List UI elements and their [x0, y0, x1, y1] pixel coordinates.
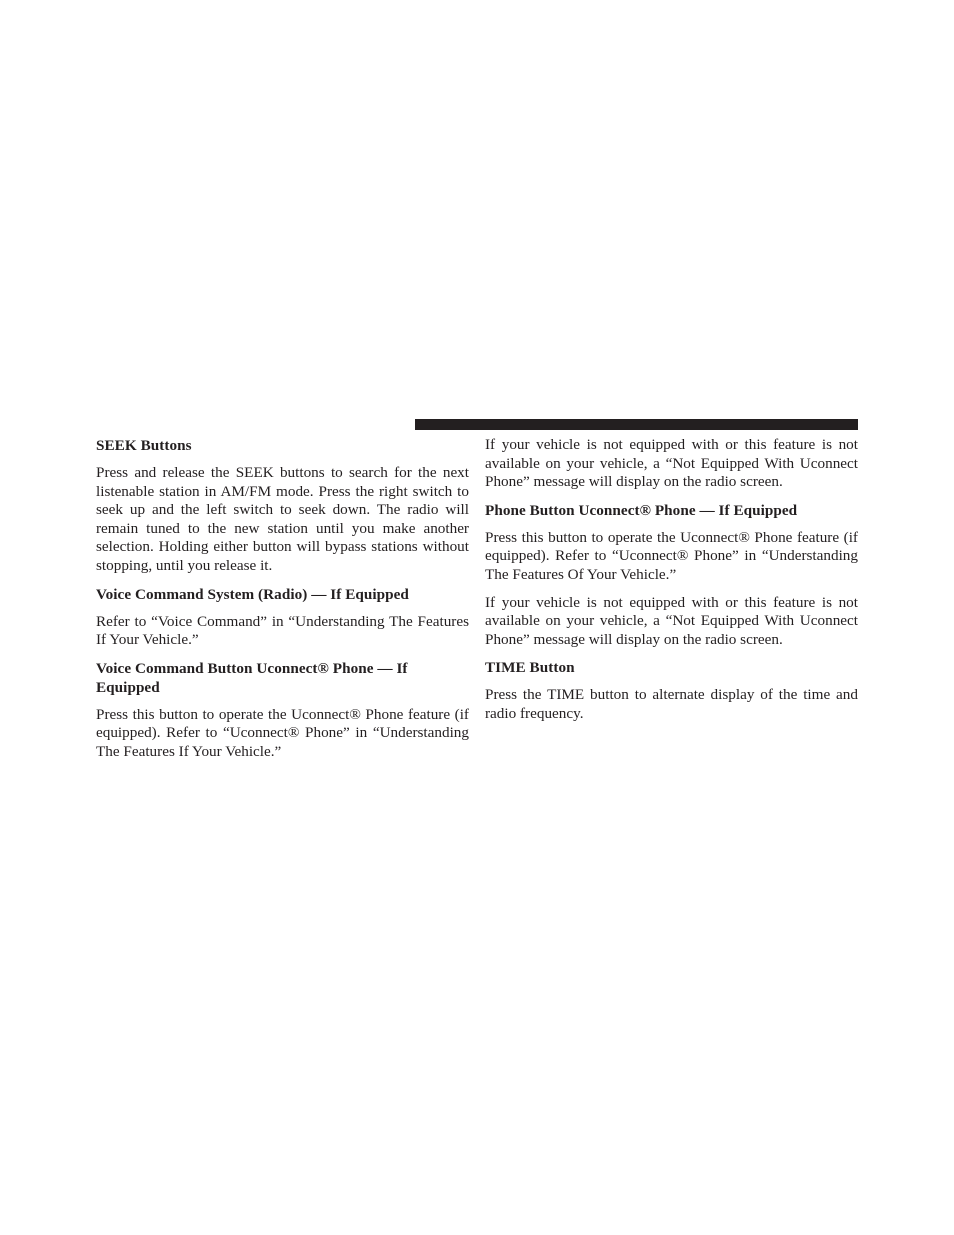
- time-button-paragraph: Press the TIME button to alternate display of the time and radio frequency.: [485, 686, 858, 722]
- voice-command-button-heading: Voice Command Button Uconnect® Phone — If Equipped: [96, 659, 408, 696]
- phone-button-heading: Phone Button Uconnect® Phone — If Equipped: [485, 501, 798, 519]
- not-equipped-paragraph-2: If your vehicle is not equipped with or this feature is not available on your vehicle, a “Not Equipped With Uconnect Phone” message will display on the radio screen.: [485, 593, 858, 648]
- seek-buttons-heading: SEEK Buttons: [96, 437, 192, 454]
- not-equipped-paragraph-1: If your vehicle is not equipped with or this feature is not available on your vehicle, a “Not Equipped With Uconnect Phone” message will display on the radio screen.: [485, 436, 858, 491]
- phone-button-paragraph: Press this button to operate the Uconnect® Phone feature (if equipped). Refer to “Uconnect® Phone” in “Understanding The Features Of Your Vehicle.”: [485, 528, 858, 583]
- voice-command-radio-paragraph: Refer to “Voice Command” in “Understanding The Features If Your Vehicle.”: [96, 612, 469, 649]
- voice-command-radio-heading: Voice Command System (Radio) — If Equipped: [96, 585, 409, 603]
- time-button-heading: TIME Button: [485, 659, 575, 677]
- seek-buttons-paragraph: Press and release the SEEK buttons to search for the next listenable station in AM/FM mode. Press the right switch to seek up and the left switch to seek down. The radio will remain tuned to the new station until you make another selection. Holding either button will bypass stations without stopping, until you release it.: [96, 464, 469, 574]
- voice-command-button-paragraph: Press this button to operate the Uconnect® Phone feature (if equipped). Refer to “Uconnect® Phone” in “Understanding The Features If Your Vehicle.”: [96, 705, 469, 760]
- section-header-bar: [415, 419, 858, 430]
- left-column: [96, 436, 469, 771]
- right-column: [485, 436, 858, 733]
